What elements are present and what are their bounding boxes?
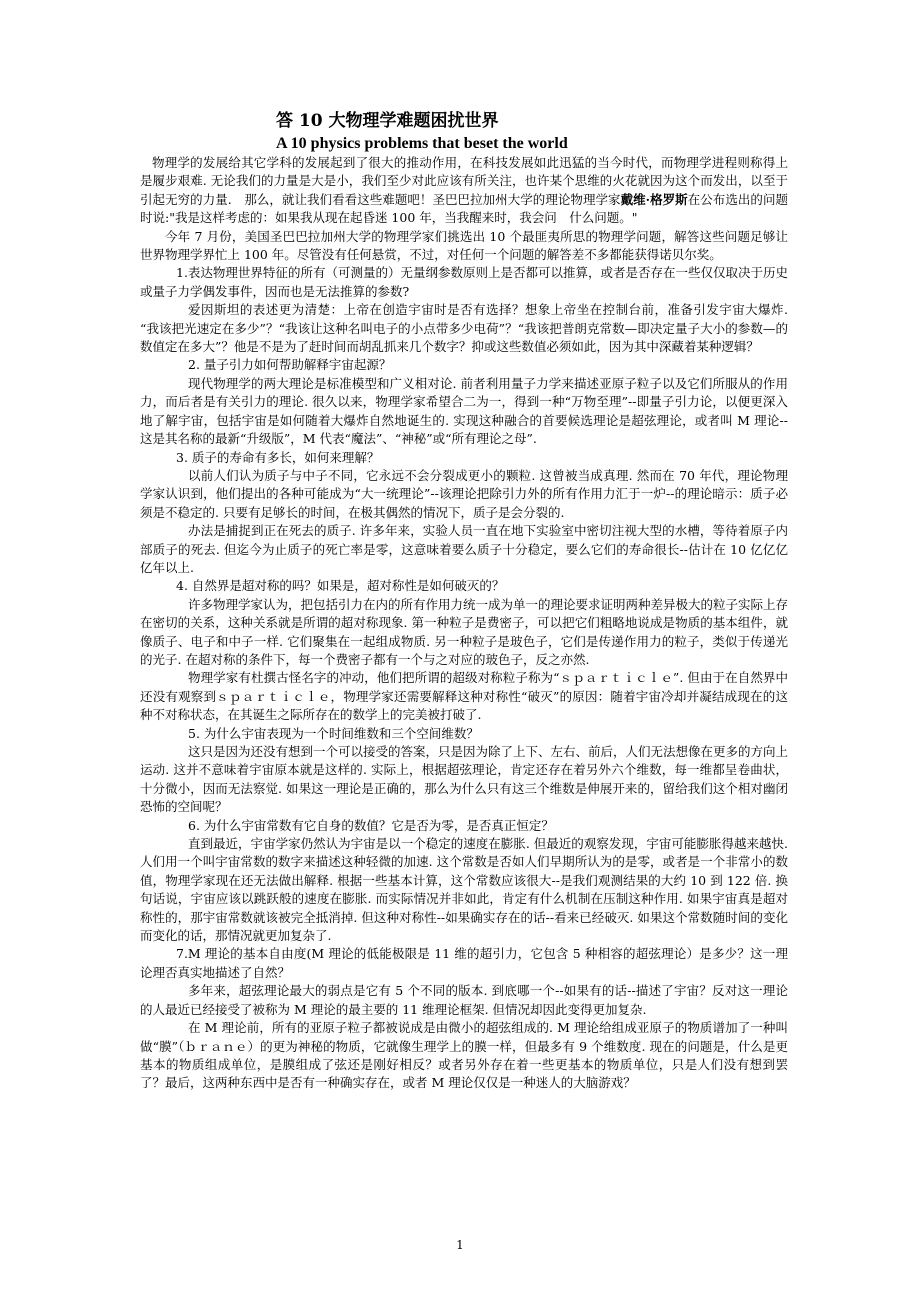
question-7: 7.M 理论的基本自由度(M 理论的低能极限是 11 维的超引力，它包含 5 种相容的超弦理论）是多少？这一理论理否真实地描述了自然？ bbox=[140, 946, 788, 980]
document-body bbox=[140, 108, 788, 1093]
answer-3-paragraph-2: 办法是捕捉到正在死去的质子. 许多年来，实验人员一直在地下实验室中密切注视大型的水槽，等待着原子内部质子的死去. 但迄今为止质子的死亡率是零，这意味着要么质子十分稳定，要么它们的寿命很长--估计在 10 亿亿亿亿年以上. bbox=[140, 523, 788, 575]
question-1: 1.表达物理世界特征的所有（可测量的）无量纲参数原则上是否都可以推算，或者是否存在一些仅仅取决于历史或量子力学偶发事件，因而也是无法推算的参数? bbox=[140, 265, 788, 299]
intro-paragraph-1 bbox=[140, 154, 788, 228]
question-3: 3. 质子的寿命有多长，如何来理解？ bbox=[176, 449, 380, 465]
answer-2-paragraph-1: 现代物理学的两大理论是标准模型和广义相对论. 前者利用量子力学来描述亚原子粒子以及它们所服从的作用力，而后者是有关引力的理论. 很久以来，物理学家希望合二为一，得到一种“万物至理”--即量子引力论，以便更深入地了解宇宙，包括宇宙是如何随着大爆炸自然地诞生的. 实现这种融合的首要候选理论是超弦理论，或者叫 M 理论--这是其名称的最新“升级版”，M 代表“魔法”、“神秘”或“所有理论之母”. bbox=[140, 375, 788, 447]
question-4: 4. 自然界是超对称的吗？如果是，超对称性是如何破灭的？ bbox=[176, 578, 505, 594]
intro-text-before-name: 物理学的发展给其它学科的发展起到了很大的推动作用，在科技发展如此迅猛的当今时代，而物理学进程则称得上是履步艰难. 无论我们的力量是大是小，我们至少对此应该有所关注，也许某个思维的火花就因为这个而发出，以至于引起无穷的力量. 那么，就让我们看看这些难题吧！圣巴巴拉加州大学的理论物理学家 bbox=[140, 155, 788, 207]
answer-3-paragraph-1: 以前人们认为质子与中子不同，它永远不会分裂成更小的颗粒. 这曾被当成真理. 然而在 70 年代，理论物理学家认识到，他们提出的各种可能成为“大一统理论”--该理论把除引力外的所有作用力汇于一炉--的理论暗示：质子必须是不稳定的. 只要有足够长的时间，在极其偶然的情况下，质子是会分裂的. bbox=[140, 467, 788, 520]
answer-7-paragraph-2: 在 M 理论前，所有的亚原子粒子都被说成是由微小的超弦组成的. M 理论给组成亚原子的物质谱加了一种叫做“膜”（ｂｒａｎｅ）的更为神秘的物质，它就像生理学上的膜一样，但最多有 9 个维数度. 现在的问题是，什么是更基本的物质组成单位，是膜组成了弦还是刚好相反？或者另外存在着一些更基本的物质单位，只是人们没有想到罢了？最后，这两种东西中是否有一种确实存在，或者 M 理论仅仅是一种迷人的大脑游戏？ bbox=[140, 1020, 788, 1091]
answer-6-paragraph-1: 直到最近，宇宙学家仍然认为宇宙是以一个稳定的速度在膨胀. 但最近的观察发现，宇宙可能膨胀得越来越快. 人们用一个叫宇宙常数的数字来描述这种轻微的加速. 这个常数是否如人们早期所认为的是零，或者是一个非常小的数值，物理学家现在还无法做出解释. 根据一些基本计算，这个常数应该很大--是我们观测结果的大约 10 到 122 倍. 换句话说，宇宙应该以跳跃般的速度在膨胀. 而实际情况并非如此，肯定有什么机制在压制这种作用. 如果宇宙真是超对称性的，那宇宙常数就该被完全抵消掉. 但这种对称性--如果确实存在的话--看来已经破灭. 如果这个常数随时间的变化而变化的话，那情况就更加复杂了. bbox=[140, 836, 788, 944]
intro-paragraph-2: 今年 7 月份，美国圣巴巴拉加州大学的物理学家们挑选出 10 个最匪夷所思的物理学问题，解答这些问题足够让世界物理学界忙上 100 年。尽管没有任何悬赏，不过，对任何一个问题的解答差不多都能获得诺贝尔奖。 bbox=[140, 228, 788, 263]
intro-text-after-name: 在公布选出的问题时说:"我是这样考虑的：如果我从现在起昏迷 100 年，当我醒来时，我会问 什么问题。" bbox=[140, 191, 788, 226]
answer-7-paragraph-1: 多年来，超弦理论最大的弱点是它有 5 个不同的版本. 到底哪一个--如果有的话--描述了宇宙？反对这一理论的人最近已经接受了被称为 M 理论的最主要的 11 维理论框架. 但情况却因此变得更加复杂. bbox=[140, 983, 788, 1017]
question-6: 6. 为什么宇宙常数有它自身的数值？它是否为零，是否真正恒定？ bbox=[188, 817, 554, 833]
page-number: 1 bbox=[456, 1238, 464, 1252]
answer-4-paragraph-2: 物理学家有杜撰古怪名字的冲动，他们把所谓的超级对称粒子称为“ｓｐａｒｔｉｃｌｅ”. 但由于在自然界中还没有观察到ｓｐａｒｔｉｃｌｅ，物理学家还需要解释这种对称性“破灭”的原因：随着宇宙冷却并凝结成现在的这种不对称状态，在其诞生之际所存在的数学上的完美被打破了. bbox=[140, 670, 788, 723]
answer-5-paragraph-1: 这只是因为还没有想到一个可以接受的答案，只是因为除了上下、左右、前后，人们无法想像在更多的方向上运动. 这并不意味着宇宙原本就是这样的. 实际上，根据超弦理论，肯定还存在着另外六个维数，每一维都呈卷曲状，十分微小，因而无法察觉. 如果这一理论是正确的，那么为什么只有这三个维数是伸展开来的，留给我们这个相对幽闭恐怖的空间呢？ bbox=[140, 744, 789, 815]
physicist-name: 戴维·格罗斯 bbox=[620, 191, 688, 207]
answer-4-paragraph-1: 许多物理学家认为，把包括引力在内的所有作用力统一成为单一的理论要求证明两种差异极大的粒子实际上存在密切的关系，这种关系就是所谓的超对称现象. 第一种粒子是费密子，可以把它们粗略地说成是物质的基本组件，就像质子、电子和中子一样. 它们聚集在一起组成物质. 另一种粒子是玻色子，它们是传递作用力的粒子，类似于传递光的光子. 在超对称的条件下，每一个费密子都有一个与之对应的玻色子，反之亦然. bbox=[140, 596, 789, 667]
question-2: 2. 量子引力如何帮助解释宇宙起源？ bbox=[188, 357, 392, 373]
question-5: 5. 为什么宇宙表现为一个时间维数和三个空间维数？ bbox=[188, 725, 479, 741]
title-chinese: 答 10 大物理学难题困扰世界 bbox=[276, 111, 499, 131]
title-english: A 10 physics problems that beset the world bbox=[276, 135, 568, 152]
answer-1-paragraph-1: 爱因斯坦的表述更为清楚：上帝在创造宇宙时是否有选择？想象上帝坐在控制台前，准备引发宇宙大爆炸. “我该把光速定在多少”？“我该让这种名叫电子的小点带多少电荷”？“我该把普朗克常数—即决定量子大小的参数—的数值定在多大”？他是不是为了赶时间而胡乱抓来几个数字？抑或这些数值必须如此，因为其中深藏着某种逻辑？ bbox=[140, 302, 788, 355]
